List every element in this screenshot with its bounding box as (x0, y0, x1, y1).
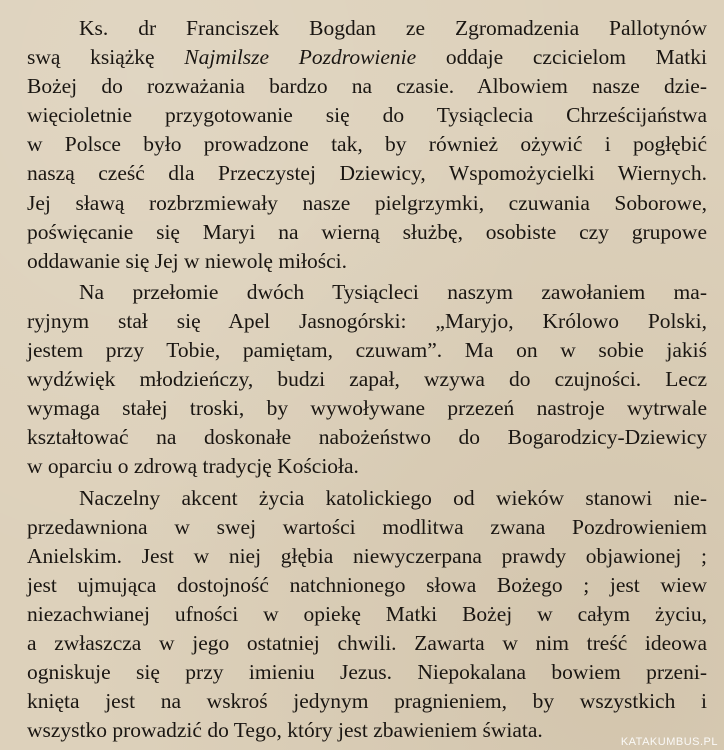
text-segment: w oparciu o zdrową tradycję Kościoła. (27, 454, 359, 479)
text-line (27, 600, 707, 629)
text-segment: przedawniona w swej wartości modlitwa zwana Pozdrowieniem (27, 514, 707, 539)
text-segment: a zwłaszcza w jego ostatniej chwili. Zawarta w nim treść ideowa (27, 630, 707, 655)
body-text (27, 14, 707, 745)
watermark: KATAKUMBUS.PL (620, 736, 718, 748)
text-line (27, 307, 707, 336)
text-segment: naszą cześć dla Przeczystej Dziewicy, Wspomożycielki Wiernych. (27, 161, 707, 186)
text-segment: ryjnym stał się Apel Jasnogórski: „Maryjo, Królowo Polski, (27, 308, 707, 333)
text-line (27, 278, 707, 307)
text-line (27, 130, 707, 159)
text-line (27, 394, 707, 423)
text-line (27, 336, 707, 365)
text-line (27, 716, 707, 745)
text-line (27, 542, 707, 571)
text-segment: poświęcanie się Maryi na wierną służbę, osobiste czy grupowe (27, 219, 707, 244)
text-line (27, 452, 707, 481)
text-line (27, 484, 707, 513)
text-line (27, 571, 707, 600)
text-line (27, 189, 707, 218)
text-segment: wszystko prowadzić do Tego, który jest zbawieniem świata. (27, 718, 543, 743)
text-line (27, 513, 707, 542)
text-line (27, 365, 707, 394)
text-segment: oddaje czcicielom Matki (416, 45, 707, 70)
paragraph (27, 278, 707, 482)
text-line (27, 658, 707, 687)
text-segment: Jej sławą rozbrzmiewały nasze pielgrzymki, czuwania Soborowe, (27, 190, 707, 215)
text-line (27, 218, 707, 247)
text-segment: Na przełomie dwóch Tysiącleci naszym zawołaniem ma- (79, 279, 707, 304)
book-title-italic: Najmilsze Pozdrowienie (184, 45, 417, 70)
text-segment: kształtować na doskonałe nabożeństwo do Bogarodzicy-Dziewicy (27, 425, 707, 450)
text-segment: swą książkę (27, 45, 185, 70)
text-line (27, 159, 707, 188)
text-line (27, 247, 707, 276)
text-line (27, 423, 707, 452)
text-segment: Bożej do rozważania bardzo na czasie. Albowiem nasze dzie- (27, 74, 707, 99)
text-line (27, 629, 707, 658)
text-segment: wymaga stałej troski, by wywoływane przezeń nastroje wytrwale (27, 396, 707, 421)
text-segment: oddawanie się Jej w niewolę miłości. (27, 248, 348, 273)
text-segment: w Polsce było prowadzone tak, by również ożywić i pogłębić (27, 132, 707, 157)
text-line (27, 72, 707, 101)
text-line (27, 14, 707, 43)
text-line (27, 687, 707, 716)
text-segment: Anielskim. Jest w niej głębia niewyczerpana prawdy objawionej ; (27, 543, 707, 568)
text-segment: wydźwięk młodzieńczy, budzi zapał, wzywa do czujności. Lecz (27, 367, 707, 392)
text-segment: ogniskuje się przy imieniu Jezus. Niepokalana bowiem przeni- (27, 660, 707, 685)
text-segment: Naczelny akcent życia katolickiego od wieków stanowi nie- (79, 485, 707, 510)
text-line (27, 101, 707, 130)
text-segment: knięta jest na wskroś jedynym pragnieniem, by wszystkich i (27, 689, 707, 714)
text-segment: jest ujmująca dostojność natchnionego słowa Bożego ; jest wiew (27, 572, 707, 597)
text-line (27, 43, 707, 72)
text-segment: więcioletnie przygotowanie się do Tysiąclecia Chrześcijaństwa (27, 103, 707, 128)
paragraph (27, 14, 707, 276)
text-segment: niezachwianej ufności w opiekę Matki Bożej w całym życiu, (27, 601, 707, 626)
text-segment: jestem przy Tobie, pamiętam, czuwam”. Ma on w sobie jakiś (27, 338, 707, 363)
text-segment: Ks. dr Franciszek Bogdan ze Zgromadzenia Pallotynów (79, 16, 707, 40)
paragraph (27, 484, 707, 746)
